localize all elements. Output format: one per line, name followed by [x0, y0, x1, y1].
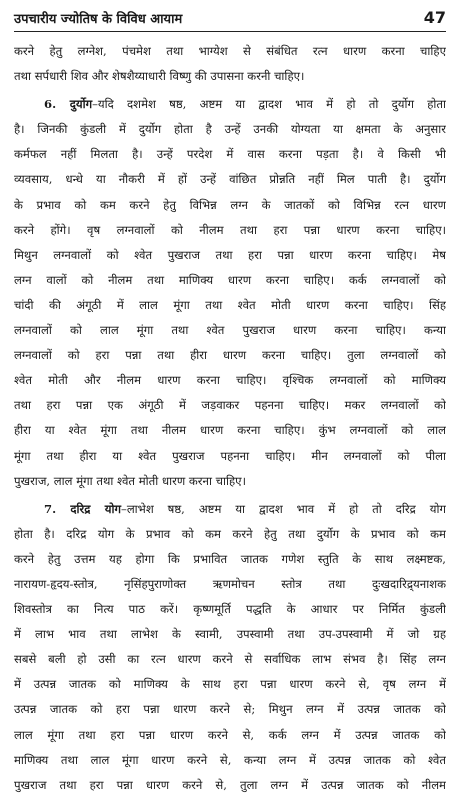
text-line: हीरा या श्वेत मूंगा तथा नीलम धारण करना चाहिए। कुंभ लग्नवालों को लाल	[14, 423, 446, 438]
text-line: लग्न वालों को नीलम तथा माणिक्य धारण करना चाहिए। कर्क लग्नवालों को	[14, 272, 446, 287]
text-line: पुखराज, लाल मूंगा तथा श्वेत मोती धारण करना चाहिए।	[14, 473, 246, 488]
text-line: पुखराज तथा हरा पन्ना धारण करने से, तुला लग्न में उत्पन्न जातक को नीलम	[14, 777, 446, 792]
text-line: लग्नवालों को लाल मूंगा तथा श्वेत पुखराज धारण करना चाहिए। कन्या	[14, 323, 446, 338]
text-line: के प्रभाव को कम करने हेतु विभिन्न लग्न के जातकों को विभिन्न रत्न धारण	[14, 197, 446, 212]
text-line: व्यवसाय, धन्धे या नौकरी में हों उन्हें वांछित प्रोन्नति नहीं मिल पाती है। दुर्योग	[14, 172, 446, 187]
text-line: मिथुन लग्नवालों को श्वेत पुखराज तथा हरा पन्ना धारण करना चाहिए। मेष	[14, 247, 446, 262]
text-line	[14, 497, 446, 522]
text-line: नारायण-हृदय-स्तोत्र, नृसिंहपुराणोक्त ऋणमोचन स्तोत्र तथा दुःखदारिद्र्यनाशक	[14, 576, 446, 591]
text-line: चांदी की अंगूठी में लाल मूंगा तथा श्वेत मोती धारण करना चाहिए। सिंह	[14, 297, 446, 312]
text-line: होता है। दरिद्र योग के प्रभाव को कम करने हेतु तथा दुर्योग के प्रभाव को कम	[14, 526, 446, 541]
text-line: करने होंगे। वृष लग्नवालों को नीलम तथा हरा पन्ना धारण करना चाहिए।	[14, 222, 446, 237]
text-line: है। जिनकी कुंडली में दुर्योग होता है उन्हें उनकी योग्यता या क्षमता के अनुसार	[14, 122, 446, 137]
text-line: सबसे बली हो उसी का रत्न धारण करने से सर्वाधिक लाभ संभव है। सिंह लग्न	[14, 652, 446, 667]
text-line: तथा हरा पन्ना एक अंगूठी में जड़वाकर पहनना चाहिए। मकर लग्नवालों को	[14, 398, 446, 413]
text-line	[14, 92, 446, 117]
paragraph-duryog	[14, 92, 446, 494]
page-number: 47	[423, 8, 446, 27]
paragraph-intro	[14, 39, 446, 89]
text-line: लग्नवालों को हरा पन्ना तथा हीरा धारण करना चाहिए। तुला लग्नवालों को	[14, 348, 446, 363]
text-run: –यदि दशमेश षष्ठ, अष्टम या द्वादश भाव में हो तो दुर्योग होता	[92, 97, 446, 112]
text-run: –लाभेश षष्ठ, अष्टम या द्वादश भाव में हो तो दरिद्र योग	[121, 501, 446, 516]
section-heading-duryog: 6. दुर्योग	[44, 97, 93, 112]
text-line: में लाभ भाव तथा लाभेश के स्वामी, उपस्वामी तथा उप-उपस्वामी में जो ग्रह	[14, 627, 446, 642]
text-line: करने हेतु उत्तम यह होगा कि प्रभावित जातक गणेश स्तुति के साथ लक्ष्मष्टक,	[14, 551, 446, 566]
running-title: उपचारीय ज्योतिष के विविध आयाम	[14, 12, 183, 27]
text-line: लाल मूंगा तथा हरा पन्ना धारण करने से, कर्क लग्न में उत्पन्न जातक को	[14, 727, 446, 742]
text-line: कर्मफल नहीं मिलता है। उन्हें परदेश में वास करना पड़ता है। वे किसी भी	[14, 147, 446, 162]
paragraph-daridra-yog	[14, 497, 446, 798]
text-line: में उत्पन्न जातक को माणिक्य के साथ हरा पन्ना धारण करने से, वृष लग्न में	[14, 677, 446, 692]
section-heading-daridra-yog: 7. दरिद्र योग	[44, 501, 122, 516]
text-line: करने हेतु लग्नेश, पंचमेश तथा भाग्येश से संबंधित रत्न धारण करना चाहिए	[14, 44, 446, 58]
text-line: उत्पन्न जातक को हरा पन्ना धारण करने से; मिथुन लग्न में उत्पन्न जातक को	[14, 702, 446, 717]
text-line: माणिक्य तथा लाल मूंगा धारण करने से, कन्या लग्न में उत्पन्न जातक को श्वेत	[14, 752, 446, 767]
text-line: मूंगा तथा हीरा या श्वेत पुखराज पहनना चाहिए। मीन लग्नवालों को पीला	[14, 448, 446, 463]
text-line: श्वेत मोती और नीलम धारण करना चाहिए। वृश्चिक लग्नवालों को माणिक्य	[14, 373, 446, 388]
text-line: तथा सर्पधारी शिव और शेषशैय्याधारी विष्णु की उपासना करनी चाहिए।	[14, 69, 305, 84]
page-header	[14, 8, 446, 32]
text-line: शिवस्तोत्र का नित्य पाठ करें। कृष्णमूर्ति पद्धति के आधार पर निर्मित कुंडली	[14, 602, 446, 617]
